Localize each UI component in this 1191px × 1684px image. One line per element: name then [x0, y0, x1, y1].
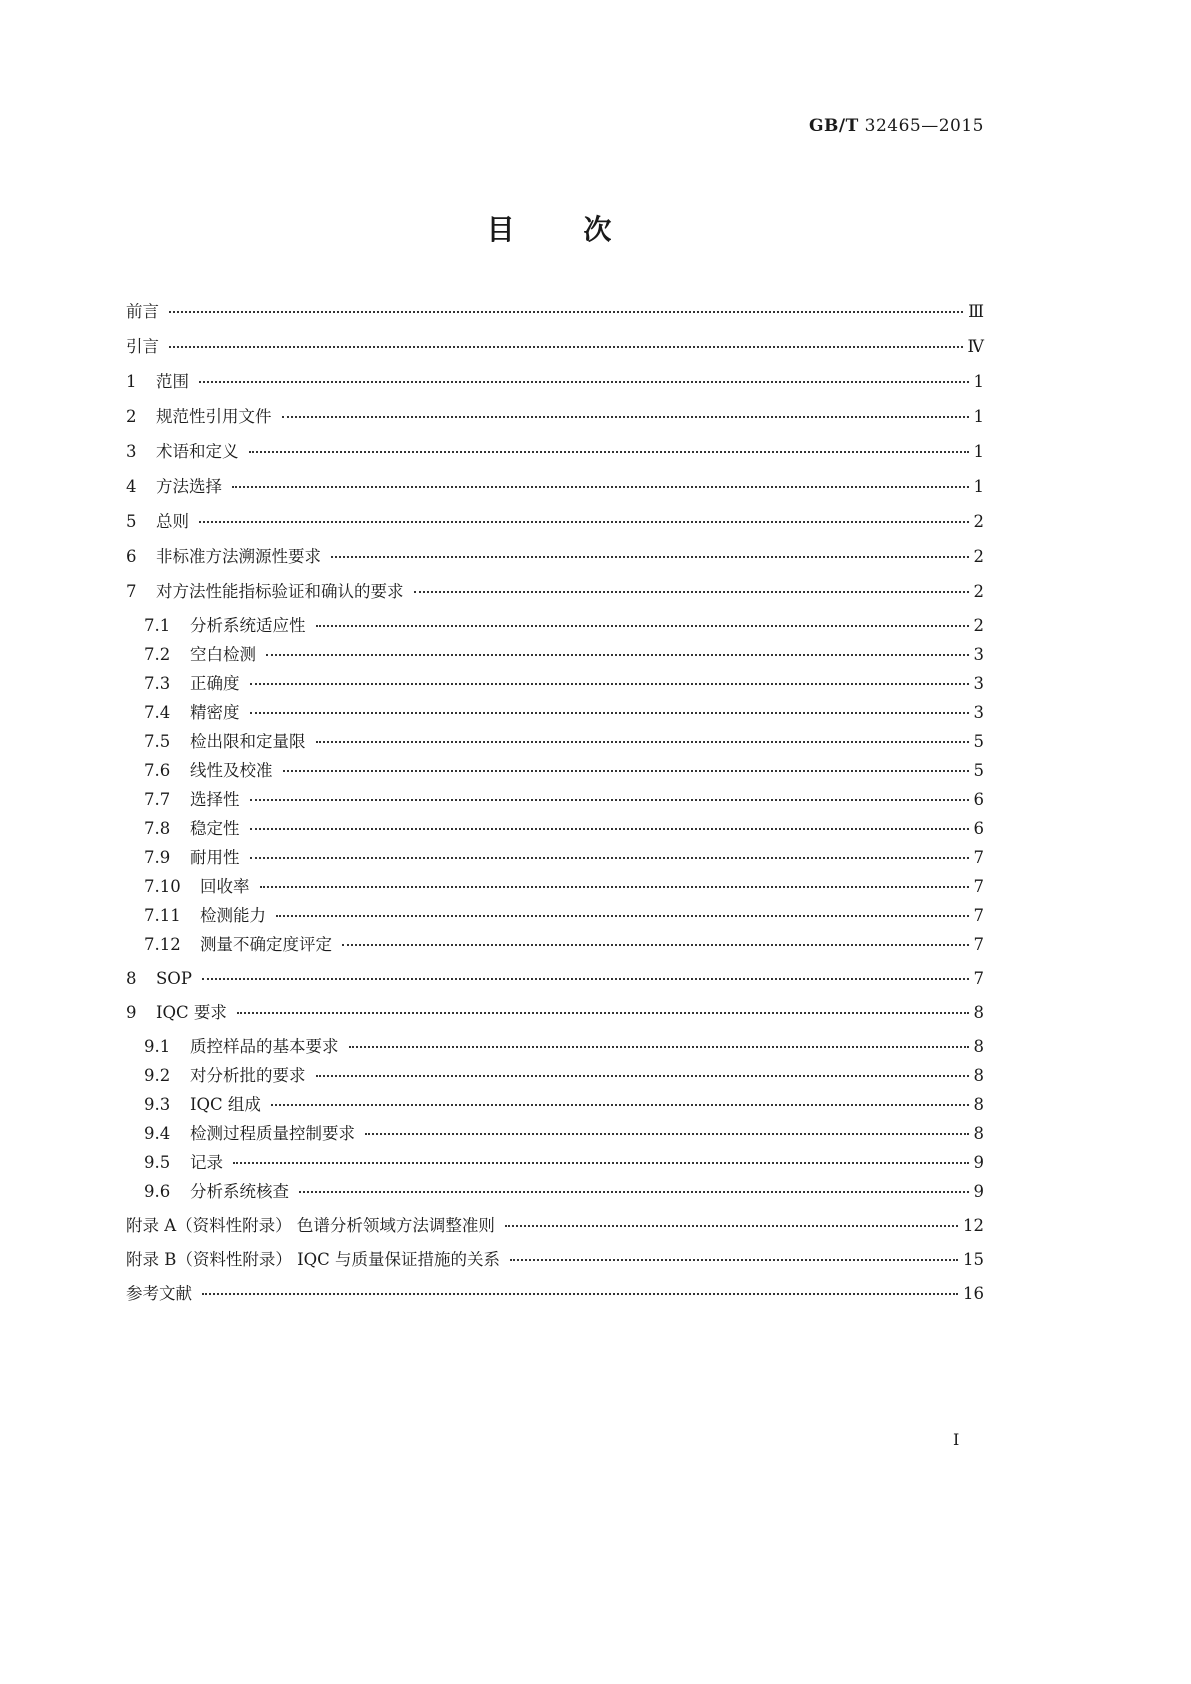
toc-entry-number: 9: [126, 1003, 137, 1022]
toc-entry-number: 7.9: [144, 848, 171, 867]
toc-entry[interactable]: [126, 790, 984, 810]
toc-entry-page: 2: [973, 512, 984, 531]
page-number: I: [953, 1430, 960, 1449]
toc-entry-number: 6: [126, 547, 137, 566]
toc-entry-number: 9.4: [144, 1124, 171, 1143]
toc-entry-title: 规范性引用文件: [156, 407, 272, 426]
toc-entry-number: 7.11: [144, 906, 181, 925]
dot-leader: [199, 381, 969, 383]
toc-entry-page: 6: [973, 819, 984, 838]
toc-entry-title: 范围: [156, 372, 189, 391]
toc-entry-page: 2: [973, 582, 984, 601]
toc-entry[interactable]: [126, 1284, 984, 1304]
toc-entry-page: 8: [973, 1124, 984, 1143]
toc-entry[interactable]: [126, 761, 984, 781]
dot-leader: [316, 741, 969, 743]
toc-entry-page: 16: [963, 1284, 984, 1303]
toc-entry-title: IQC 组成: [190, 1095, 261, 1114]
toc-entry-title: 精密度: [190, 703, 240, 722]
toc-entry-page: 3: [973, 674, 984, 693]
toc-entry-page: 9: [973, 1153, 984, 1172]
toc-entry-page: 7: [973, 935, 984, 954]
toc-entry[interactable]: [126, 1003, 984, 1023]
toc-entry-page: 2: [973, 616, 984, 635]
toc-entry-number: 7.6: [144, 761, 171, 780]
toc-entry[interactable]: [126, 1216, 984, 1236]
toc-entry-number: 3: [126, 442, 137, 461]
dot-leader: [505, 1225, 958, 1227]
dot-leader: [250, 712, 969, 714]
toc-entry-page: 15: [963, 1250, 984, 1269]
toc-entry[interactable]: [126, 1153, 984, 1173]
toc-entry-number: 2: [126, 407, 137, 426]
dot-leader: [282, 416, 969, 418]
toc-entry[interactable]: [126, 819, 984, 839]
toc-entry-title: 检测过程质量控制要求: [190, 1124, 355, 1143]
toc-entry-title: 测量不确定度评定: [200, 935, 332, 954]
toc-entry-number: 4: [126, 477, 137, 496]
dot-leader: [202, 978, 969, 980]
dot-leader: [276, 915, 969, 917]
dot-leader: [250, 828, 969, 830]
toc-entry[interactable]: [126, 1037, 984, 1057]
dot-leader: [202, 1293, 958, 1295]
dot-leader: [316, 1075, 969, 1077]
toc-entry-number: 9.6: [144, 1182, 171, 1201]
toc-entry[interactable]: [126, 407, 984, 427]
toc-entry-title: 对分析批的要求: [190, 1066, 306, 1085]
toc-entry-title: 耐用性: [190, 848, 240, 867]
toc-entry-number: 7.3: [144, 674, 171, 693]
toc-entry-number: 7.1: [144, 616, 171, 635]
toc-entry-title: 稳定性: [190, 819, 240, 838]
toc-entry-number: 1: [126, 372, 137, 391]
toc-entry-page: 3: [973, 703, 984, 722]
toc-entry-title: 检测能力: [200, 906, 266, 925]
dot-leader: [510, 1259, 958, 1261]
toc-entry[interactable]: [126, 477, 984, 497]
toc-entry-number: 5: [126, 512, 137, 531]
standard-number: 32465—2015: [864, 116, 984, 136]
toc-entry-title: 线性及校准: [190, 761, 273, 780]
dot-leader: [266, 654, 969, 656]
dot-leader: [342, 944, 969, 946]
dot-leader: [271, 1104, 969, 1106]
dot-leader: [169, 311, 963, 313]
toc-entry-title: 分析系统核查: [190, 1182, 289, 1201]
toc-entry-number: 9.5: [144, 1153, 171, 1172]
toc-entry-title: IQC 要求: [156, 1003, 227, 1022]
toc-entry-page: 5: [973, 732, 984, 751]
toc-entry[interactable]: [126, 1250, 984, 1270]
toc-entry-page: 12: [963, 1216, 984, 1235]
toc-entry-title: 选择性: [190, 790, 240, 809]
toc-entry-page: 3: [973, 645, 984, 664]
toc-entry-title: 总则: [156, 512, 189, 531]
toc-entry[interactable]: [126, 703, 984, 723]
toc-entry[interactable]: [126, 674, 984, 694]
toc-entry-title: 非标准方法溯源性要求: [156, 547, 321, 566]
toc-entry-number: 7: [126, 582, 137, 601]
dot-leader: [237, 1012, 969, 1014]
dot-leader: [249, 451, 969, 453]
dot-leader: [260, 886, 969, 888]
toc-entry-number: 7.12: [144, 935, 181, 954]
toc-entry-page: 2: [973, 547, 984, 566]
toc-entry[interactable]: [126, 337, 984, 357]
toc-entry-number: 9.3: [144, 1095, 171, 1114]
toc-entry-page: 8: [973, 1095, 984, 1114]
toc-entry[interactable]: [126, 547, 984, 567]
toc-entry-title: 附录 A（资料性附录） 色谱分析领域方法调整准则: [126, 1216, 495, 1235]
toc-entry[interactable]: [126, 372, 984, 392]
toc-entry[interactable]: [126, 1182, 984, 1202]
toc-entry[interactable]: [126, 877, 984, 897]
toc-entry[interactable]: [126, 969, 984, 989]
toc-entry-page: Ⅳ: [967, 337, 984, 356]
toc-entry-page: 1: [973, 372, 984, 391]
toc-entry-title: 术语和定义: [156, 442, 239, 461]
toc-entry-number: 7.10: [144, 877, 181, 896]
toc-entry-number: 7.8: [144, 819, 171, 838]
dot-leader: [365, 1133, 969, 1135]
toc-entry[interactable]: [126, 302, 984, 322]
toc-entry-title: 方法选择: [156, 477, 222, 496]
toc-entry-title: 回收率: [200, 877, 250, 896]
toc-entry-title: 空白检测: [190, 645, 256, 664]
dot-leader: [250, 857, 969, 859]
toc-entry-number: 7.7: [144, 790, 171, 809]
toc-entry[interactable]: [126, 582, 984, 602]
standard-prefix: GB/T: [809, 116, 859, 136]
toc-entry-title: 正确度: [190, 674, 240, 693]
toc-entry-title: 对方法性能指标验证和确认的要求: [156, 582, 404, 601]
dot-leader: [299, 1191, 969, 1193]
standard-code: [809, 116, 984, 136]
page-title: 目 次: [486, 213, 614, 246]
toc-entry[interactable]: [126, 935, 984, 955]
dot-leader: [414, 591, 969, 593]
dot-leader: [232, 486, 969, 488]
table-of-contents: [126, 302, 984, 1304]
toc-entry-page: 6: [973, 790, 984, 809]
toc-entry-page: 7: [973, 969, 984, 988]
toc-entry-title: 记录: [190, 1153, 223, 1172]
toc-entry-number: 7.5: [144, 732, 171, 751]
toc-entry-page: 5: [973, 761, 984, 780]
toc-entry-page: 1: [973, 442, 984, 461]
toc-entry-page: 8: [973, 1037, 984, 1056]
toc-entry-page: 9: [973, 1182, 984, 1201]
toc-entry[interactable]: [126, 512, 984, 532]
toc-entry-number: 7.2: [144, 645, 171, 664]
toc-entry[interactable]: [126, 1066, 984, 1086]
dot-leader: [250, 799, 969, 801]
toc-entry-title: 附录 B（资料性附录） IQC 与质量保证措施的关系: [126, 1250, 501, 1269]
toc-entry-title: 前言: [126, 302, 159, 321]
toc-entry-title: SOP: [156, 969, 192, 988]
toc-entry-page: 7: [973, 848, 984, 867]
toc-entry-title: 参考文献: [126, 1284, 192, 1303]
dot-leader: [250, 683, 969, 685]
toc-entry-number: 9.2: [144, 1066, 171, 1085]
dot-leader: [169, 346, 963, 348]
toc-entry[interactable]: [126, 1124, 984, 1144]
dot-leader: [233, 1162, 969, 1164]
toc-entry-page: 8: [973, 1003, 984, 1022]
toc-entry[interactable]: [126, 848, 984, 868]
toc-entry-number: 7.4: [144, 703, 171, 722]
dot-leader: [316, 625, 969, 627]
toc-entry-page: 8: [973, 1066, 984, 1085]
dot-leader: [283, 770, 969, 772]
toc-entry[interactable]: [126, 645, 984, 665]
toc-entry-title: 分析系统适应性: [190, 616, 306, 635]
toc-entry[interactable]: [126, 1095, 984, 1115]
toc-entry[interactable]: [126, 442, 984, 462]
toc-entry-title: 质控样品的基本要求: [190, 1037, 339, 1056]
toc-entry-number: 8: [126, 969, 137, 988]
toc-entry-title: 引言: [126, 337, 159, 356]
toc-entry-page: 7: [973, 877, 984, 896]
dot-leader: [331, 556, 969, 558]
toc-entry[interactable]: [126, 906, 984, 926]
toc-entry-page: 1: [973, 407, 984, 426]
dot-leader: [349, 1046, 969, 1048]
toc-entry-page: 7: [973, 906, 984, 925]
toc-entry-number: 9.1: [144, 1037, 171, 1056]
toc-entry-page: Ⅲ: [968, 302, 984, 321]
toc-entry[interactable]: [126, 732, 984, 752]
toc-entry-page: 1: [973, 477, 984, 496]
dot-leader: [199, 521, 969, 523]
toc-entry-title: 检出限和定量限: [190, 732, 306, 751]
toc-entry[interactable]: [126, 616, 984, 636]
